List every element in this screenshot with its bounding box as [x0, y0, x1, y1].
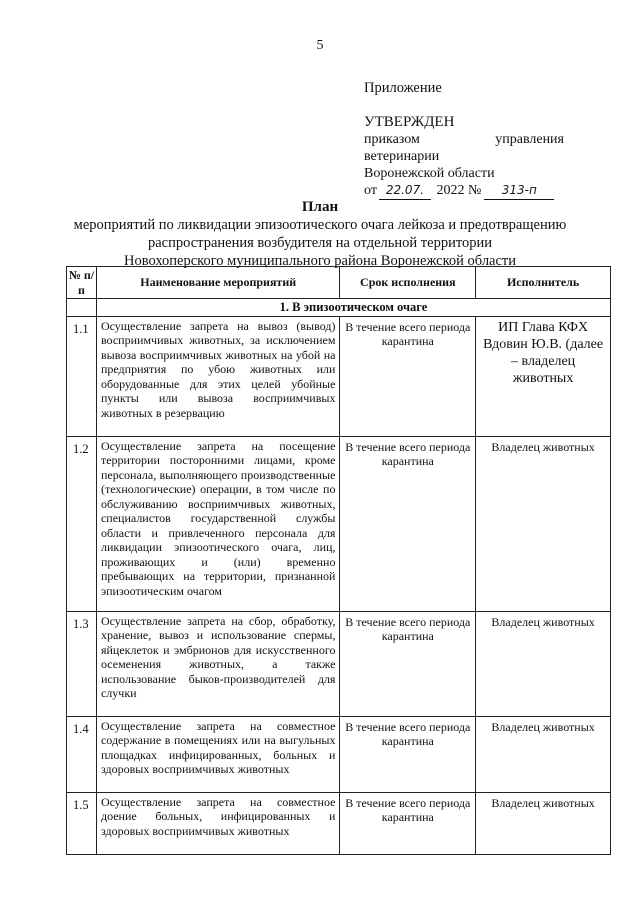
header-name: Наименование мероприятий	[96, 267, 339, 299]
table-row	[67, 316, 611, 436]
row-text: Осуществление запрета на совместное доение больных, инфицированных и здоровых восприимчивых животных	[96, 792, 339, 854]
title-plan: План	[301, 199, 339, 215]
date-prefix: от	[364, 183, 377, 198]
row-text: Осуществление запрета на сбор, обработку, хранение, вывоз и использование спермы, яйцеклеток и эмбрионов для искусственного осеменения животных, а также использование быков-производителей для случки	[96, 611, 339, 716]
table-row	[67, 611, 611, 716]
measures-table	[66, 266, 611, 855]
order-line-1: приказом управления ветеринарии	[364, 132, 564, 164]
row-num: 1.4	[67, 716, 97, 792]
row-executor: Владелец животных	[476, 792, 611, 854]
approval-block	[364, 80, 564, 200]
header-num: № п/п	[67, 267, 97, 299]
title-line-2: распространения возбудителя на отдельной территории	[148, 235, 492, 251]
header-executor: Исполнитель	[476, 267, 611, 299]
row-executor: ИП Глава КФХ Вдовин Ю.В. (далее – владелец животных	[476, 316, 611, 436]
row-term: В течение всего периода карантина	[340, 611, 476, 716]
document-title	[0, 198, 640, 270]
row-executor: Владелец животных	[476, 611, 611, 716]
table-row	[67, 792, 611, 854]
appendix-label: Приложение	[364, 80, 442, 96]
order-number-handwritten: 313-п	[484, 182, 554, 200]
title-line-3: Новохоперского муниципального района Воронежской области	[123, 253, 517, 269]
header-term: Срок исполнения	[340, 267, 476, 299]
row-num: 1.3	[67, 611, 97, 716]
row-executor: Владелец животных	[476, 716, 611, 792]
row-text: Осуществление запрета на вывоз (вывод) восприимчивых животных, за исключением вывоза восприимчивых животных на убой на предприятия по убою животных или оборудованные для этих целей убойные пункты или вывоза восприимчивых животных в резервацию	[96, 316, 339, 436]
row-term: В течение всего периода карантина	[340, 436, 476, 611]
order-date-handwritten: 22.07.	[379, 182, 431, 200]
table-header-row	[67, 267, 611, 299]
table-row	[67, 716, 611, 792]
row-text: Осуществление запрета на посещение территории посторонними лицами, кроме персонала, выполняющего производственные (технологические) операции, в том числе по обслуживанию восприимчивых животных, специалистов государственной службы области и привлеченного персонала для ликвидации эпизоотического очага, лиц, проживающих и (или) временно пребывающих на территории, признанной эпизоотическим очагом	[96, 436, 339, 611]
section-title: 1. В эпизоотическом очаге	[96, 299, 610, 317]
row-num: 1.5	[67, 792, 97, 854]
date-year: 2022 №	[436, 183, 482, 198]
section-row	[67, 299, 611, 317]
order-line-2: Воронежской области	[364, 166, 495, 181]
row-term: В течение всего периода карантина	[340, 316, 476, 436]
row-executor: Владелец животных	[476, 436, 611, 611]
row-num: 1.1	[67, 316, 97, 436]
table-row	[67, 436, 611, 611]
row-term: В течение всего периода карантина	[340, 716, 476, 792]
approved-label: УТВЕРЖДЕН	[364, 114, 455, 130]
row-num: 1.2	[67, 436, 97, 611]
row-text: Осуществление запрета на совместное содержание в помещениях или на выгульных площадках инфицированных, больных и здоровых восприимчивых животных	[96, 716, 339, 792]
page-number: 5	[316, 38, 324, 53]
title-line-1: мероприятий по ликвидации эпизоотического очага лейкоза и предотвращению	[73, 217, 567, 233]
row-term: В течение всего периода карантина	[340, 792, 476, 854]
